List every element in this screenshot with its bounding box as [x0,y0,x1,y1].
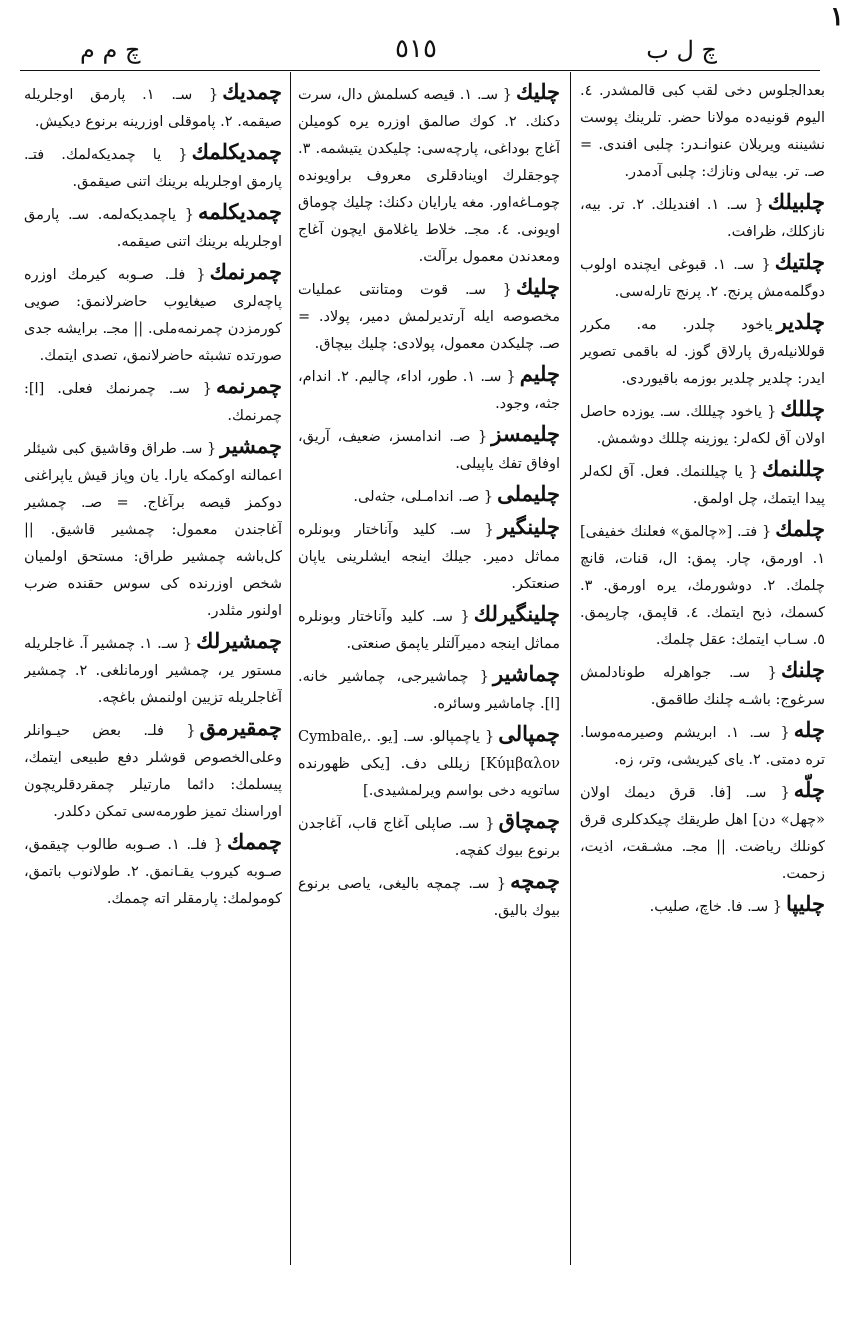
entry-headword: چمشیرلك [196,628,282,653]
entry-definition: { سـ. ١. ابریشم وصیرمه‌موسا. تره دمتی. ٢. یای كیریشی، وتر، زه. [580,725,825,768]
entry-headword: چمدیكلمه [198,199,282,224]
dictionary-entry [580,395,825,453]
entry-definition: { سـ. [فا. قرق دیمك اولان «چهل» دن] اهل طریقك چیكدكلری قرق كونلك ریاضت. || مجـ. مشـقت، اذیت، زحمت. [580,785,825,882]
entry-definition: بعدالجلوس دخی لقب کبی قالمشدر. ٤. الیوم قونیه‌ده مولانا حضر. تلرینك پوست نشیننه ویریلان عنوانـدر: چلبی افندی. = صـ. تر. بیه‌لی ونازك: چلبی آدمدر. [580,83,825,180]
entry-headword: چللنمك [761,456,825,481]
entry-definition: { سـ. صاپلی آغاج قاب، آغاجدن برنوع بیوك كفچه. [298,816,560,859]
entry-definition: { سـ. طراق وقاشیق كبی شیئلر اعمالنه اوكمکه یارا. یان وپاز قیش یاپراغنی دوكمز قیصه برآغاج. = صـ. چمشیر آغاجندن معمول: چمشیر قاشیق. || كل‌باشه چمشیر طراق: مستحق اولمیان شخص اوزرنده كی سوس حقنده ضرب اولنور مثلدر. [24,441,282,619]
entry-definition: { سـ. چمچه بالیغی، یاصی برنوع بیوك بالیق. [298,876,560,919]
entry-headword: چمرنمك [209,259,282,284]
dictionary-entry [24,198,282,256]
dictionary-entry [298,867,560,925]
dictionary-entry [24,432,282,625]
column-right [580,78,825,1265]
dictionary-entry [580,716,825,774]
entry-headword: چمچاق [498,808,560,833]
dictionary-entry [580,656,825,714]
page-header [20,30,812,70]
dictionary-entry [24,714,282,826]
dictionary-entry [298,513,560,598]
dictionary-entry [298,480,560,511]
dictionary-entry [580,515,825,654]
page-number: ٥١٥ [395,34,437,64]
dictionary-entry [298,273,560,358]
entry-headword: چلینگیرلك [473,601,560,626]
entry-headword: چمشیر [220,433,282,458]
entry-definition: { یاخود چیللك. سـ. یوزده حاصل اولان آق لكه‌لر: یوزینه چللك دوشمش. [580,404,825,447]
entry-headword: چلدیر [776,309,825,334]
entry-headword: چلیك [516,274,560,299]
entry-headword: چمپالی [498,721,560,746]
dictionary-entry [24,372,282,430]
entry-definition: { فلـ. بعض حیـوانلر وعلی‌الخصوص قوشلر دفع طبیعی ایتمك، پیسلمك: دائما مارتیلر چمقردقلریچون اوراسنك تمیز طورمه‌سی تمكن دكلدر. [24,723,282,820]
entry-headword: چلبیلك [767,189,825,214]
dictionary-entry [298,78,560,271]
entry-definition: { سـ. جواهرله طونادلمش سرغوج: باشـه چلنك طاقمق. [580,665,825,708]
dictionary-entry [580,78,825,186]
entry-definition: { یا چیللنمك. فعل. آق لكه‌لر پیدا ایتمك، چل اولمق. [580,464,825,507]
column-middle [298,78,560,1265]
entry-headword: چلمك [775,516,825,541]
dictionary-entry [580,890,825,921]
entry-definition: { یاچمپالو. سـ. [یو. Cymbale,. Κύμβαλον] زیللی دف. [یكی ظهورنده ساتویه دخی بواسم ویرلمشیدی.] [298,729,560,799]
header-guide-right: چ ل ب [646,36,717,64]
entry-headword: چلیمسز [491,421,560,446]
entry-headword: چلّه [793,777,825,802]
dictionary-entry [298,807,560,865]
entry-definition: { چماشیرجی، چماشیر خانه. [ا]. چاماشیر وسائره. [298,669,560,712]
column-divider-right [570,72,571,1265]
entry-headword: چلیم [519,361,560,386]
entry-definition: { سـ. ١. پارمق اوجلریله صیقمه. ٢. پاموقلی اوزرینه برنوع دیكیش. [24,87,282,130]
entry-definition: { یاچمدیكه‌لمه. سـ. پارمق اوجلریله برینك اتنی صیقمه. [24,207,282,250]
entry-headword: چمچه [510,868,560,893]
entry-headword: چمدیكلمك [191,139,282,164]
dictionary-entry [580,455,825,513]
entry-definition: { فلـ. صـوبه كیرمك اوزره پاچه‌لری صیغایوب حاضرلانمق: صویی كورمزدن چمرنمه‌ملی. || مجـ. برایشه جدی صورتده تشبثه حاضرلانمق، تصدی ایتمك. [24,267,282,364]
entry-headword: چمرنمه [216,373,282,398]
entry-definition: { یا چمدیكه‌لمك. فتـ. پارمق اوجلریله برینك اتنی صیقمق. [24,147,282,190]
entry-definition: { سـ. قوت ومتانتی عملیات مخصوصه ایله آرتدیرلمش دمیر، پولاد. = صـ. چلیكدن معمول، پولادی: چلیك بیچاق. [298,282,560,352]
dictionary-entry [24,138,282,196]
entry-definition: { صـ. اندامـلی، جثه‌لی. [353,489,494,505]
entry-headword: چممك [227,829,282,854]
dictionary-entry [24,828,282,913]
page-edge-mark: ١ [830,2,844,32]
entry-definition: { سـ. ١. افندیلك. ٢. تر. بیه، نازكلك، ظرافت. [580,197,825,240]
entry-definition: { سـ. كلید وآناختار وبونلره مماثل اینجه دمیرآلتلر یاپمق صنعتی. [298,609,560,652]
dictionary-entry [580,188,825,246]
entry-definition: { سـ. ١. قیصه كسلمش دال، سرت دكنك. ٢. كوك صالمق اوزره یره كومیلن آغاج بوداغی، پارچه‌سی: چلیكدن یتیشمه. ٣. چوجقلرك اوینادقلری معروف براویونده چومـاغه‌اور. مغه یارایان دكنك: چلیك چوماق اویونی. ٤. مجـ. خلاط یاغلامق ایچون آغاج ومعدندن معمول برآلت. [298,87,560,265]
entry-definition: { سـ. كلید وآناختار وبونلره مماثل دمیر. جیلك اینجه ایشلرینی یاپان صنعتكر. [298,522,560,592]
column-left [24,78,282,1265]
dictionary-entry [298,360,560,418]
entry-headword: چلتیك [774,249,825,274]
entry-definition: { سـ. چمرنمك فعلی. [ا]: چمرنمك. [24,381,282,424]
dictionary-entry [580,308,825,393]
dictionary-entry [298,720,560,805]
entry-headword: چلیك [516,79,560,104]
dictionary-entry [298,660,560,718]
header-rule [20,70,820,71]
entry-definition: { صـ. اندامسز، ضعیف، آریق، اوفاق تفك یاپیلی. [298,429,560,472]
dictionary-entry [298,600,560,658]
entry-headword: چلنك [781,657,825,682]
entry-headword: چلینگیر [497,514,560,539]
entry-headword: چمقیرمق [199,715,282,740]
header-guide-left: چ م م [80,36,141,64]
entry-definition: { سـ. فا. خاچ، صلیب. [649,899,782,915]
entry-definition: { فتـ. [«چالمق» فعلنك خفیفی] ١. اورمق، چار. پمق: ال، قنات، قانچ چلمك. ٢. دوشورمك، یره اورمق. ٣. كسمك، ذبح ایتمك. ٤. قاپمق، چارپمق. ٥. سـاب ایتمك: عقل چلمك. [580,524,825,648]
entry-headword: چله [793,717,825,742]
entry-headword: چلیملی [497,481,560,506]
entry-definition: { فلـ. ١. صـوبه طالوب چیقمق، صـوبه كیروب یقـانمق. ٢. طولانوب باتمق، كومولمك: پارمقلر اته چممك. [24,837,282,907]
entry-headword: چلیپا [785,891,825,916]
dictionary-entry [580,776,825,888]
entry-definition: { سـ. ١. قبوغی ایچنده اولوب دوگلمه‌مش پرنج. ٢. پرنج تارله‌سی. [580,257,825,300]
dictionary-entry [24,627,282,712]
dictionary-entry [580,248,825,306]
entry-definition: { سـ. ١. چمشیر آ. غاجلریله مستور یر، چمشیر اورمانلغی. ٢. چمشیر آغاجلریله تزیین اولنمش باغچه. [24,636,282,706]
entry-definition: یاخود چلدر. مه. مكرر قوللانیلەرق پارلاق گوز. له باقمی تصویر ایدر: چلدیر چلدیر بوزمه باقیوردی. [580,317,825,387]
entry-headword: چماشیر [492,661,560,686]
column-divider-left [290,72,291,1265]
entry-definition: { سـ. ١. طور، اداء، چالیم. ٢. اندام، جثه، وجود. [298,369,560,412]
entry-headword: چمدیك [222,79,282,104]
dictionary-entry [24,78,282,136]
dictionary-entry [298,420,560,478]
entry-headword: چللك [780,396,825,421]
dictionary-entry [24,258,282,370]
